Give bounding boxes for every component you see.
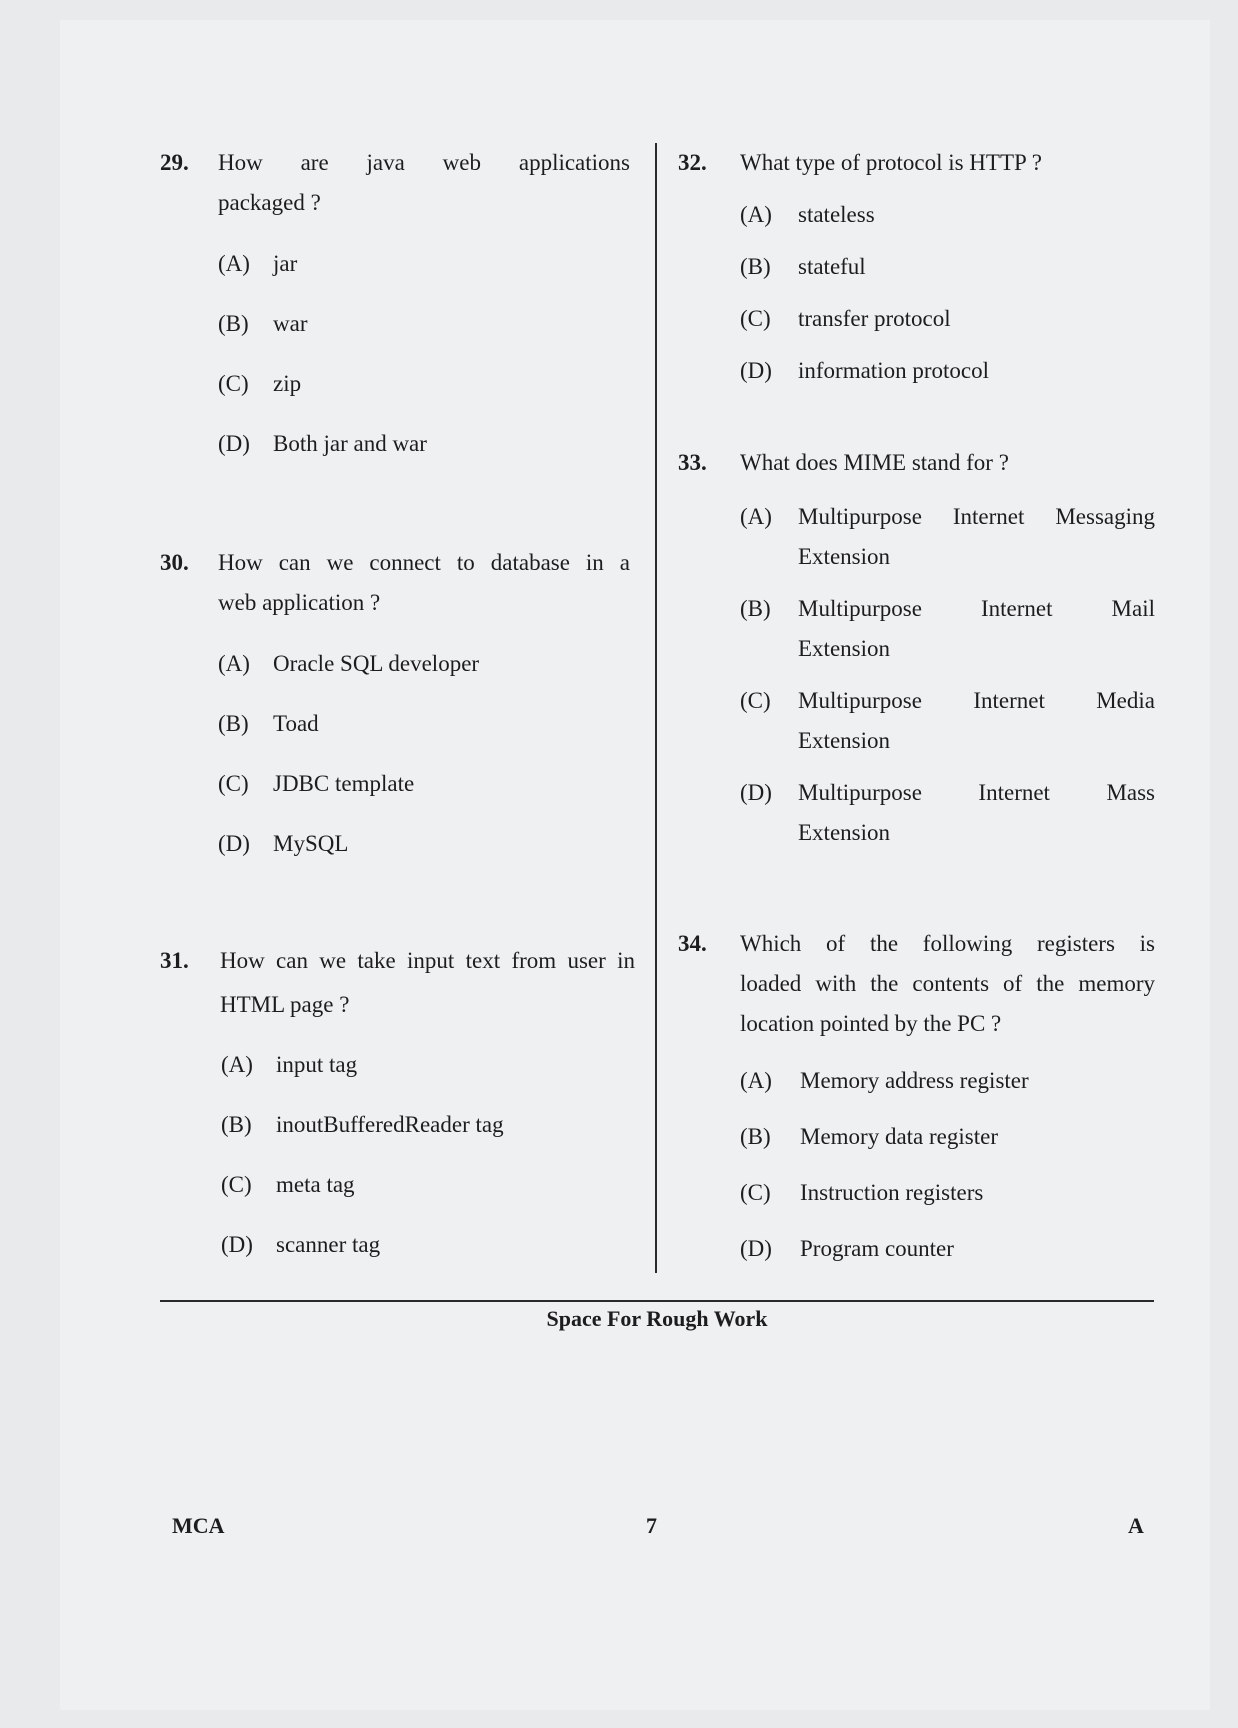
question-number: 33. [678,450,707,475]
question-29 [160,143,630,223]
option-label: (D) [218,431,250,456]
option-label: (C) [740,306,771,331]
question-33 [678,443,1148,483]
option-text: Memory data register [800,1124,998,1149]
question-31 [160,941,635,1021]
option-text: zip [273,371,302,396]
option-label: (A) [218,651,250,676]
option-text: meta tag [276,1172,355,1197]
question-number: 34. [678,931,707,956]
option-label: (D) [740,1236,772,1261]
rough-work-label: Space For Rough Work [546,1306,768,1331]
option-text: scanner tag [276,1232,381,1257]
question-30 [160,543,630,623]
question-text-line: location pointed by the PC ? [740,1011,1002,1036]
option-label: (B) [740,254,771,279]
rough-work-divider [160,1300,1154,1302]
option-33-a[interactable] [740,497,1155,577]
option-text: MySQL [273,831,349,856]
option-label: (C) [740,688,771,713]
option-text: Both jar and war [273,431,427,456]
question-text-line: packaged ? [218,190,321,215]
question-text-line: What does MIME stand for ? [740,450,1009,475]
option-label: (C) [218,771,249,796]
footer-subject: MCA [172,1513,225,1538]
question-text-line: How are java web applications [218,150,630,175]
column-divider [655,143,657,1273]
option-text: Instruction registers [800,1180,984,1205]
option-label: (A) [740,202,772,227]
question-text-line: HTML page ? [220,992,350,1017]
option-label: (B) [740,596,771,621]
option-text: jar [273,251,298,276]
option-text: input tag [276,1052,358,1077]
footer-series: A [1128,1513,1144,1538]
option-text-line: Extension [798,636,890,661]
option-label: (C) [740,1180,771,1205]
option-text: Program counter [800,1236,954,1261]
option-label: (B) [218,311,249,336]
option-text-line: Extension [798,820,890,845]
option-text: JDBC template [273,771,415,796]
question-text-line: Which of the following registers is [740,931,1155,956]
question-text-line: How can we connect to database in a [218,550,630,575]
option-text-line: Extension [798,728,890,753]
option-label: (B) [740,1124,771,1149]
option-label: (C) [221,1172,252,1197]
option-text: Memory address register [800,1068,1029,1093]
option-text: stateless [798,202,875,227]
option-text: inoutBufferedReader tag [276,1112,504,1137]
question-number: 29. [160,150,189,175]
option-label: (B) [218,711,249,736]
option-label: (A) [221,1052,253,1077]
option-label: (D) [218,831,250,856]
option-text-line: Multipurpose Internet Mass [798,780,1155,805]
option-label: (A) [740,1068,772,1093]
option-33-c[interactable] [740,681,1155,761]
option-label: (D) [740,780,772,805]
question-32 [678,143,1148,183]
option-text-line: Multipurpose Internet Messaging [798,504,1155,529]
option-label: (D) [221,1232,253,1257]
question-text-line: What type of protocol is HTTP ? [740,150,1042,175]
option-label: (B) [221,1112,252,1137]
question-number: 32. [678,150,707,175]
option-text-line: Extension [798,544,890,569]
option-33-b[interactable] [740,589,1155,669]
option-text: stateful [798,254,866,279]
question-text-line: How can we take input text from user in [220,948,635,973]
option-label: (C) [218,371,249,396]
option-text: transfer protocol [798,306,951,331]
option-text: information protocol [798,358,989,383]
footer-page-number: 7 [646,1513,657,1538]
question-34 [678,924,1155,1044]
option-label: (A) [740,504,772,529]
option-label: (A) [218,251,250,276]
option-text: war [273,311,308,336]
option-33-d[interactable] [740,773,1155,853]
question-number: 30. [160,550,189,575]
option-text: Toad [273,711,319,736]
question-number: 31. [160,948,189,973]
option-text: Oracle SQL developer [273,651,480,676]
option-text-line: Multipurpose Internet Mail [798,596,1155,621]
option-text-line: Multipurpose Internet Media [798,688,1155,713]
question-text-line: web application ? [218,590,381,615]
option-label: (D) [740,358,772,383]
question-text-line: loaded with the contents of the memory [740,971,1155,996]
